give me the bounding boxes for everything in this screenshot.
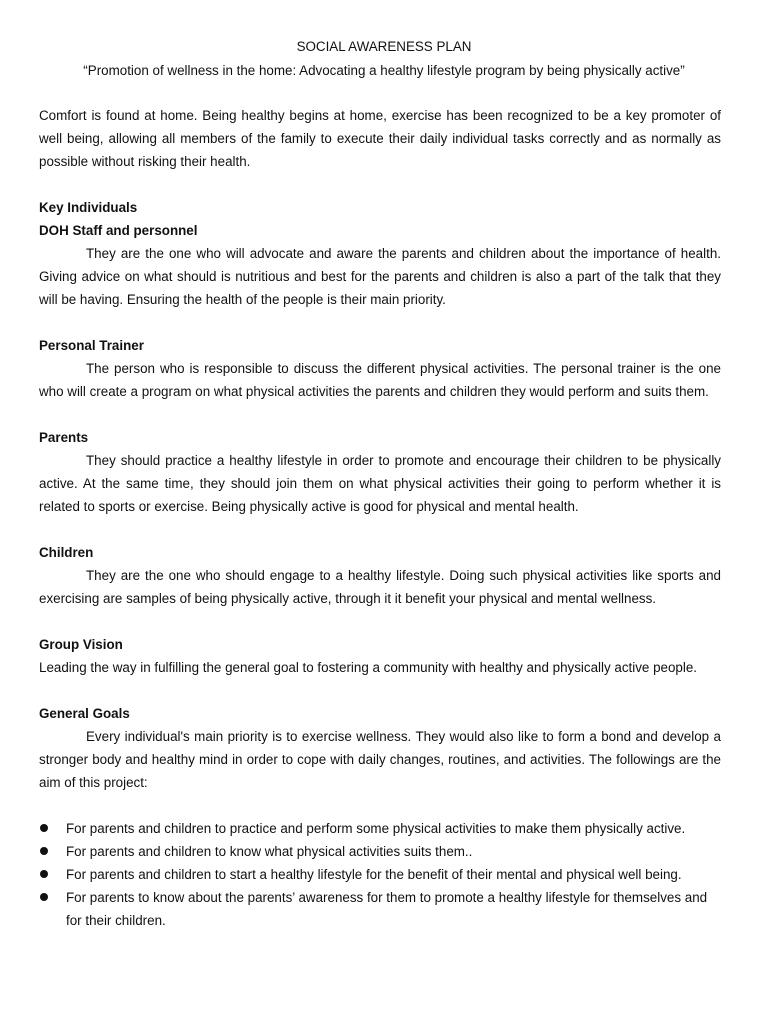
general-goals-body: Every individual's main priority is to exercise wellness. They would also like to form a bond and develop a stronger body and healthy mind in order to cope with daily changes, routines, and activities. The followings are the aim of this project: <box>39 729 721 790</box>
section-body-personal-trainer: The person who is responsible to discuss the different physical activities. The personal trainer is the one who will create a program on what physical activities the parents and children they would perform and suits them. <box>39 361 721 399</box>
section-heading-parents: Parents <box>39 430 89 445</box>
group-vision-body: Leading the way in fulfilling the general goal to fostering a community with healthy and physically active people. <box>39 660 698 675</box>
document-subtitle: “Promotion of wellness in the home: Advocating a healthy lifestyle program by being physically active” <box>83 63 685 78</box>
bullet-icon <box>40 824 48 832</box>
section-body-parents: They should practice a healthy lifestyle in order to promote and encourage their children to be physically active. At the same time, they should join them on what physical activities their going to perform whether it is related to sports or exercise. Being physically active is good for physical and mental health. <box>39 453 721 514</box>
group-vision-heading: Group Vision <box>39 637 123 652</box>
section-heading-doh: DOH Staff and personnel <box>39 223 198 238</box>
bullet-icon <box>40 870 48 878</box>
bullet-icon <box>40 847 48 855</box>
list-item-text: For parents and children to know what physical activities suits them.. <box>66 844 473 859</box>
general-goals-heading: General Goals <box>39 706 130 721</box>
list-item <box>39 840 721 863</box>
section-heading-children: Children <box>39 545 94 560</box>
key-individuals-heading: Key Individuals <box>39 200 138 215</box>
intro-paragraph: Comfort is found at home. Being healthy begins at home, exercise has been recognized to be a key promoter of well being, allowing all members of the family to execute their daily individual tasks correctly and as normally as possible without risking their health. <box>39 108 721 169</box>
section-body-doh: They are the one who will advocate and aware the parents and children about the importance of health. Giving advice on what should is nutritious and best for the parents and children is also a part of the talk that they will be having. Ensuring the health of the people is their main priority. <box>39 246 721 307</box>
document-title: SOCIAL AWARENESS PLAN <box>296 39 472 54</box>
list-item <box>39 863 721 886</box>
list-item <box>39 886 721 932</box>
list-item-text: For parents and children to practice and perform some physical activities to make them physically active. <box>66 821 686 836</box>
bullet-icon <box>40 893 48 901</box>
list-item-text: For parents to know about the parents’ awareness for them to promote a healthy lifestyle for themselves and for their children. <box>66 890 708 928</box>
section-heading-personal-trainer: Personal Trainer <box>39 338 144 353</box>
list-item <box>39 817 721 840</box>
document-body <box>39 104 721 932</box>
section-body-children: They are the one who should engage to a healthy lifestyle. Doing such physical activities like sports and exercising are samples of being physically active, through it it benefit your physical and mental wellness. <box>39 568 721 606</box>
goals-list <box>39 817 721 932</box>
list-item-text: For parents and children to start a healthy lifestyle for the benefit of their mental and physical well being. <box>66 867 682 882</box>
